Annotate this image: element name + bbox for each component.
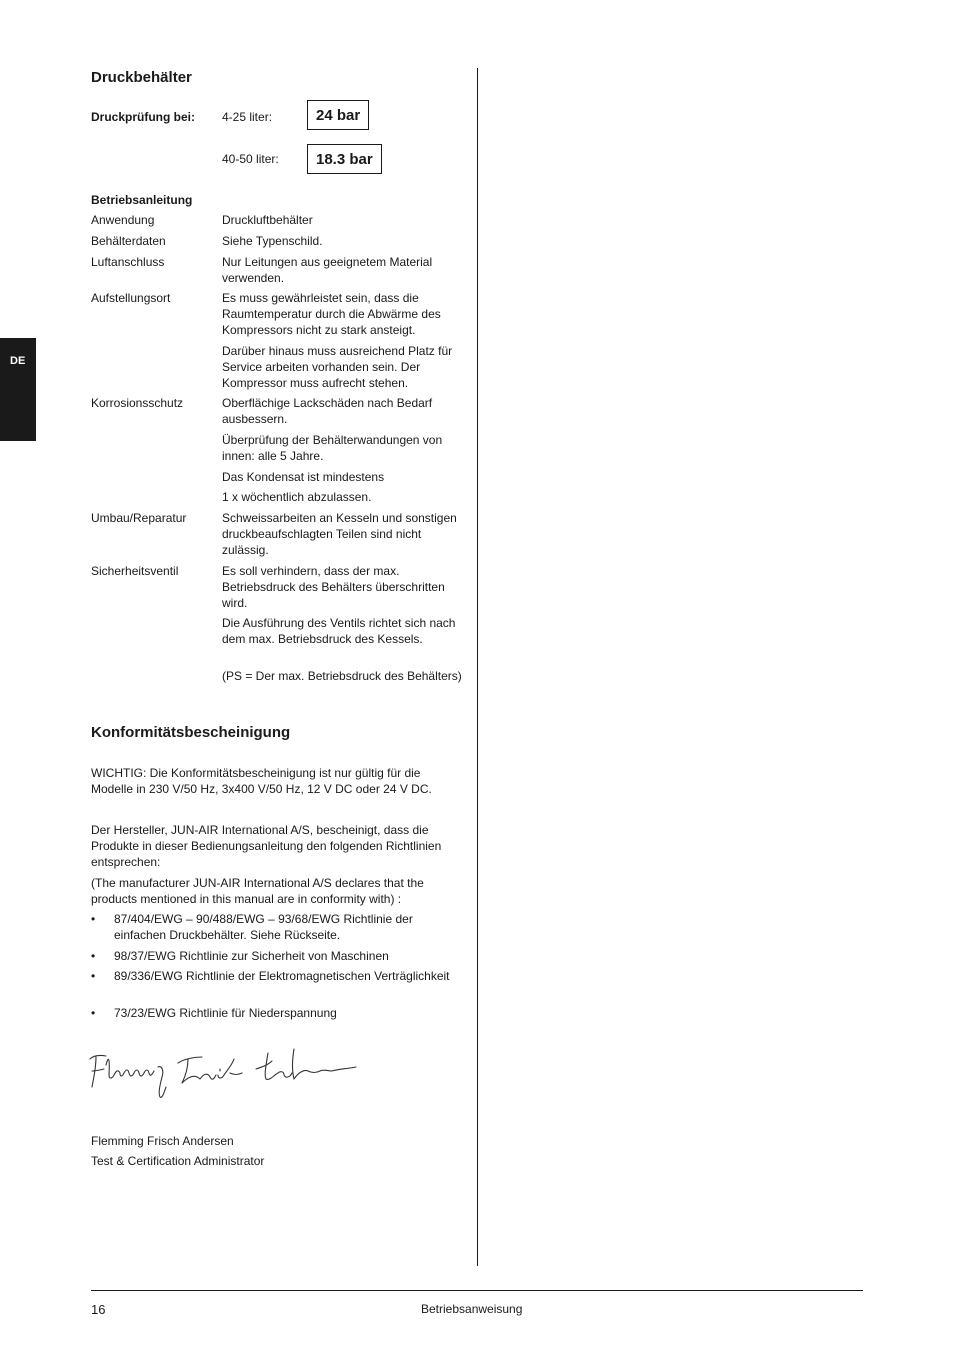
pressure-test-label: Druckprüfung bei: <box>91 110 195 124</box>
row-label-umbau: Umbau/Reparatur <box>91 511 187 525</box>
instructions-title: Betriebsanleitung <box>91 193 193 207</box>
footer-rule <box>91 1290 863 1291</box>
section-title-pressure-vessel: Druckbehälter <box>91 69 192 86</box>
signer-name: Flemming Frisch Andersen <box>91 1134 234 1148</box>
language-tab <box>0 338 36 441</box>
row-text: Die Ausführung des Ventils richtet sich nach dem max. Betriebsdruck des Kessels. <box>222 616 456 646</box>
row-label-korrosionsschutz: Korrosionsschutz <box>91 396 184 410</box>
row-label-behaelterdaten: Behälterdaten <box>91 234 166 248</box>
row-text: Druckluftbehälter <box>222 213 313 227</box>
page-number: 16 <box>91 1302 106 1317</box>
row-text: Oberflächige Lackschäden nach Bedarf ausbessern. <box>222 396 433 426</box>
row-text: Siehe Typenschild. <box>222 234 323 248</box>
row-text: Das Kondensat ist mindestens <box>222 470 385 484</box>
row-label-sicherheitsventil: Sicherheitsventil <box>91 564 179 578</box>
bullet-marker: • <box>91 912 96 926</box>
test-range-1: 4-25 liter: <box>222 110 273 124</box>
declaration-german: Der Hersteller, JUN-AIR International A/S, bescheinigt, dass die Produkte in dieser Bedienungsanleitung den folgenden Richtlinien entsprechen: <box>91 823 442 869</box>
row-text: Es muss gewährleistet sein, dass die Raumtemperatur durch die Abwärme des Kompressors nicht zu stark ansteigt. <box>222 291 441 337</box>
row-text: Überprüfung der Behälterwandungen von innen: alle 5 Jahre. <box>222 433 443 463</box>
signer-title: Test & Certification Administrator <box>91 1154 265 1168</box>
test-range-2: 40-50 liter: <box>222 152 279 166</box>
directive-item: 89/336/EWG Richtlinie der Elektromagnetischen Verträglichkeit <box>114 969 450 983</box>
directive-item: 73/23/EWG Richtlinie für Niederspannung <box>114 1006 337 1020</box>
directive-item: 98/37/EWG Richtlinie zur Sicherheit von Maschinen <box>114 949 389 963</box>
row-text: Nur Leitungen aus geeignetem Material verwenden. <box>222 255 433 285</box>
important-note: WICHTIG: Die Konformitätsbescheinigung ist nur gültig für die Modelle in 230 V/50 Hz, 3x400 V/50 Hz, 12 V DC oder 24 V DC. <box>91 766 432 796</box>
directive-item: 87/404/EWG – 90/488/EWG – 93/68/EWG Richtlinie der einfachen Druckbehälter. Siehe Rückseite. <box>114 912 413 942</box>
footer-title: Betriebsanweisung <box>421 1302 523 1316</box>
row-text: 1 x wöchentlich abzulassen. <box>222 490 372 504</box>
bullet-marker: • <box>91 1006 96 1020</box>
row-text: Schweissarbeiten an Kesseln und sonstigen druckbeaufschlagten Teilen sind nicht zulässig. <box>222 511 457 557</box>
column-divider <box>477 68 478 1266</box>
language-tab-label: DE <box>10 355 26 367</box>
row-text: Es soll verhindern, dass der max. Betriebsdruck des Behälters überschritten wird. <box>222 564 445 610</box>
section-title-conformity: Konformitätsbescheinigung <box>91 724 291 741</box>
bullet-marker: • <box>91 969 96 983</box>
bullet-marker: • <box>91 949 96 963</box>
row-label-luftanschluss: Luftanschluss <box>91 255 165 269</box>
test-value-box-1: 24 bar <box>307 100 369 130</box>
test-value-box-2: 18.3 bar <box>307 144 382 174</box>
row-text: (PS = Der max. Betriebsdruck des Behälters) <box>222 669 462 683</box>
row-label-aufstellungsort: Aufstellungsort <box>91 291 171 305</box>
handwritten-signature <box>84 1045 364 1105</box>
row-text: Darüber hinaus muss ausreichend Platz für Service arbeiten vorhanden sein. Der Kompressor muss aufrecht stehen. <box>222 344 453 390</box>
declaration-english: (The manufacturer JUN-AIR International A/S declares that the products mentioned in this manual are in conformity with) : <box>91 876 424 906</box>
row-label-anwendung: Anwendung <box>91 213 155 227</box>
